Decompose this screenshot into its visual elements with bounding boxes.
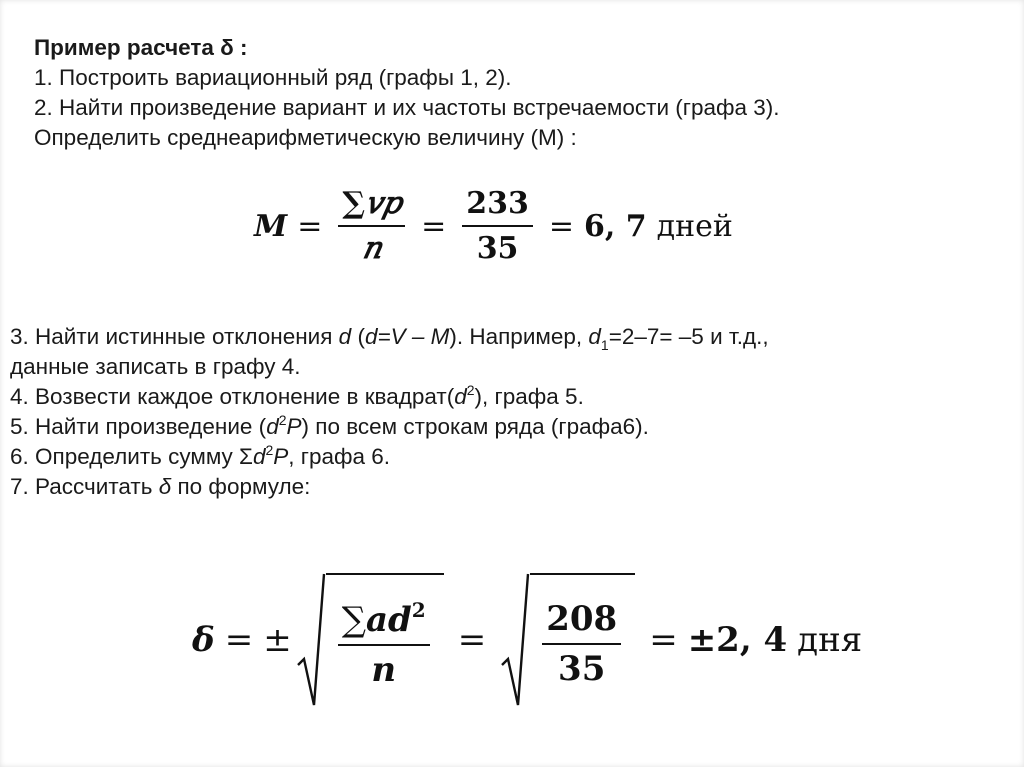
- step-4: 4. Возвести каждое отклонение в $квадрат(d^2)$, графа 5.: [10, 382, 584, 409]
- sigma-radicand-2: [530, 573, 635, 707]
- mean-fraction-2: [462, 186, 533, 266]
- sigma-root-2: [500, 573, 635, 707]
- sigma-result: ±2, 4: [687, 620, 788, 660]
- intro-step-2b: Определить среднеарифметическую величину (М) :: [34, 125, 577, 150]
- mean-denominator-2: 35: [476, 231, 519, 266]
- step-5: 5. Найти произведение $(d^2P)$ по всем строкам ряда (графа6).: [10, 412, 649, 439]
- mean-numerator: ∑𝑣𝑝: [342, 186, 402, 221]
- mean-eq-1: =: [297, 208, 323, 244]
- radical-sign-icon: [296, 573, 326, 707]
- mean-fraction-1: [338, 186, 405, 266]
- mean-unit: дней: [656, 208, 733, 244]
- sigma-fraction-1: [338, 598, 430, 690]
- step-6: 6. Определить сумму $\Sigma d^2P$, графа 6.: [10, 442, 391, 469]
- sigma-radicand-1: [326, 573, 444, 707]
- step-3-line-2: данные записать в графу 4.: [10, 354, 301, 379]
- mean-denominator: 𝑛: [362, 231, 382, 266]
- intro-step-2: 2. Найти произведение вариант и их частоты встречаемости (графа 3).: [34, 95, 780, 120]
- sigma-eq-3: =: [649, 620, 678, 660]
- step-7: 7. Рассчитать δ по формуле:: [10, 474, 311, 499]
- sigma-eq-1: =: [224, 620, 254, 660]
- sigma-root-1: [296, 573, 444, 707]
- sigma-formula: [192, 570, 862, 710]
- mean-numerator-2: 233: [466, 186, 529, 221]
- sigma-numerator: $\sum ad^2$: [341, 598, 426, 640]
- sigma-eq-2: =: [457, 620, 487, 660]
- sigma-pm: ±: [263, 620, 292, 660]
- step-3-line-1: 3. Найти истинные отклонения d (d=V – M). Например, $d_1=2-7= -5$ и т.д.,: [10, 324, 769, 353]
- sigma-unit: дня: [797, 620, 863, 660]
- sigma-lhs: δ: [192, 620, 215, 660]
- mean-eq-2: =: [421, 208, 447, 244]
- mean-eq-3: =: [548, 208, 575, 244]
- mean-result: 6, 7: [584, 208, 647, 244]
- mean-formula: [254, 180, 733, 272]
- intro-title: Пример расчета δ :: [34, 35, 248, 60]
- steps-text: [10, 322, 769, 502]
- sigma-fraction-2: [542, 599, 621, 689]
- mean-lhs: M: [254, 208, 288, 244]
- intro-step-1: 1. Построить вариационный ряд (графы 1, 2).: [34, 65, 512, 90]
- intro-text: [34, 33, 780, 153]
- sigma-numerator-2: 208: [546, 599, 618, 639]
- radical-sign-icon: [500, 573, 530, 707]
- sigma-denominator: n: [371, 650, 397, 690]
- sigma-denominator-2: 35: [558, 649, 606, 689]
